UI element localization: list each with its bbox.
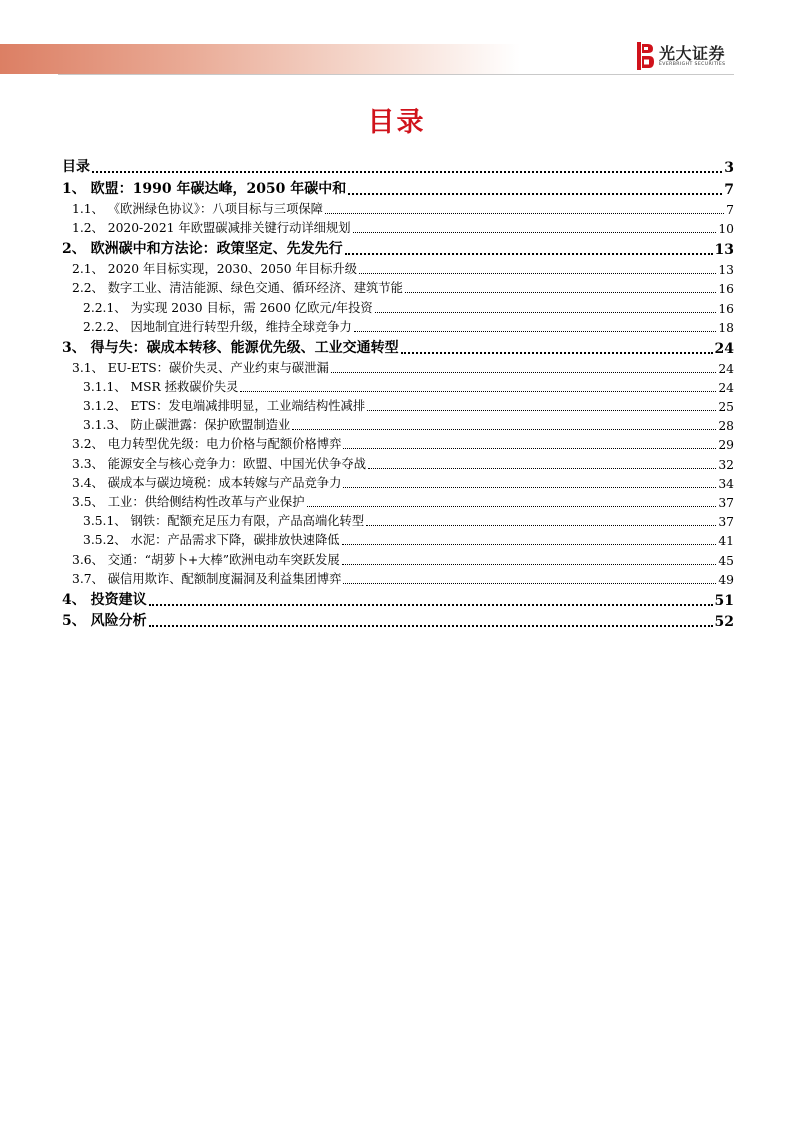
toc-dot-leader — [342, 564, 717, 565]
toc-dot-leader — [359, 273, 716, 274]
toc-dot-leader — [149, 604, 713, 606]
toc-entry[interactable] — [62, 198, 734, 217]
toc-entry-page: 34 — [718, 476, 734, 491]
toc-dot-leader — [368, 468, 716, 469]
toc-entry-page: 37 — [718, 515, 734, 530]
toc-entry-label: 3.2、 电力转型优先级：电力价格与配额价格博弈 — [72, 437, 342, 452]
toc-dot-leader — [331, 372, 717, 373]
toc-dot-leader — [348, 193, 722, 195]
toc-entry-label: 3.1、 EU-ETS：碳价失灵、产业约束与碳泄漏 — [72, 360, 329, 375]
toc-entry[interactable] — [62, 296, 734, 315]
header-gradient-band — [0, 44, 520, 74]
toc-entry-label: 3.1.1、 MSR 拯救碳价失灵 — [83, 379, 239, 394]
toc-dot-leader — [292, 429, 716, 430]
toc-dot-leader — [405, 292, 716, 293]
toc-entry-label: 4、 投资建议 — [62, 591, 147, 608]
toc-dot-leader — [401, 352, 713, 354]
toc-entry[interactable] — [62, 433, 734, 452]
toc-entry[interactable] — [62, 609, 734, 631]
toc-entry-page: 49 — [718, 572, 734, 587]
page-title: 目录 — [367, 107, 426, 138]
toc-entry-page: 29 — [718, 438, 734, 453]
toc-entry[interactable] — [62, 156, 734, 176]
toc-entry-label: 3.5.2、 水泥：产品需求下降，碳排放快速降低 — [83, 533, 340, 548]
toc-entry-label: 2.1、 2020 年目标实现，2030、2050 年目标升级 — [72, 262, 358, 277]
toc-dot-leader — [375, 312, 717, 313]
toc-dot-leader — [325, 213, 724, 214]
toc-entry-label: 3.1.2、 ETS：发电端减排明显，工业端结构性减排 — [83, 399, 366, 414]
toc-entry-label: 2.2、 数字工业、清洁能源、绿色交通、循环经济、建筑节能 — [72, 281, 403, 296]
toc-dot-leader — [343, 487, 716, 488]
toc-entry-label: 3.5、 工业：供给侧结构性改革与产业保护 — [72, 495, 305, 510]
toc-entry[interactable] — [62, 510, 734, 529]
toc-dot-leader — [366, 525, 716, 526]
toc-entry-page: 13 — [714, 241, 734, 258]
toc-entry[interactable] — [62, 217, 734, 236]
toc-entry-page: 16 — [718, 301, 734, 316]
toc-entry-label: 1.1、 《欧洲绿色协议》：八项目标与三项保障 — [72, 201, 323, 216]
toc-dot-leader — [92, 171, 722, 173]
toc-entry[interactable] — [62, 316, 734, 335]
toc-entry-page: 51 — [714, 592, 734, 609]
toc-entry-page: 18 — [718, 320, 734, 335]
toc-entry[interactable] — [62, 277, 734, 296]
toc-entry[interactable] — [62, 568, 734, 587]
toc-entry[interactable] — [62, 335, 734, 357]
toc-entry[interactable] — [62, 376, 734, 395]
toc-dot-leader — [354, 331, 717, 332]
toc-entry-page: 24 — [718, 380, 734, 395]
toc-dot-leader — [367, 410, 716, 411]
toc-dot-leader — [353, 232, 717, 233]
toc-entry-label: 目录 — [62, 159, 90, 175]
toc-entry-label: 3.3、 能源安全与核心竞争力：欧盟、中国光伏争夺战 — [72, 456, 366, 471]
toc-entry-page: 10 — [718, 222, 734, 237]
toc-entry-page: 13 — [718, 263, 734, 278]
toc-entry-page: 52 — [714, 614, 734, 631]
toc-entry[interactable] — [62, 236, 734, 258]
header-divider — [58, 74, 734, 75]
everbright-logo — [637, 40, 737, 72]
toc-entry[interactable] — [62, 258, 734, 277]
toc-entry-page: 37 — [718, 496, 734, 511]
toc-entry-label: 1、 欧盟：1990 年碳达峰，2050 年碳中和 — [62, 180, 347, 197]
toc-entry[interactable] — [62, 176, 734, 198]
toc-entry-page: 32 — [718, 457, 734, 472]
toc-entry[interactable] — [62, 472, 734, 491]
logo-text-cn: 光大证券 — [659, 44, 726, 63]
toc-dot-leader — [343, 583, 716, 584]
toc-entry[interactable] — [62, 491, 734, 510]
toc-dot-leader — [342, 544, 717, 545]
toc-dot-leader — [240, 391, 716, 392]
toc-entry-label: 3.1.3、 防止碳泄露：保护欧盟制造业 — [83, 418, 291, 433]
toc-entry-page: 41 — [718, 534, 734, 549]
toc-entry[interactable] — [62, 395, 734, 414]
toc-entry-label: 1.2、 2020-2021 年欧盟碳减排关键行动详细规划 — [72, 221, 351, 236]
toc-entry-label: 3.6、 交通：“胡萝卜+大棒”欧洲电动车突跃发展 — [72, 552, 340, 567]
toc-entry-page: 3 — [724, 160, 734, 176]
toc-entry[interactable] — [62, 452, 734, 471]
toc-entry-label: 3.7、 碳信用欺诈、配额制度漏洞及利益集团博弈 — [72, 571, 342, 586]
toc-entry[interactable] — [62, 357, 734, 376]
logo-text-en: EVERBRIGHT SECURITIES — [659, 62, 726, 67]
toc-entry-page: 45 — [718, 553, 734, 568]
toc-entry-page: 24 — [718, 361, 734, 376]
toc-entry-page: 25 — [718, 400, 734, 415]
toc-dot-leader — [307, 506, 717, 507]
toc-entry-page: 7 — [724, 181, 734, 198]
toc-entry-label: 2.2.1、 为实现 2030 目标，需 2600 亿欧元/年投资 — [83, 300, 373, 315]
toc-entry-label: 2.2.2、 因地制宜进行转型升级，维持全球竞争力 — [83, 319, 352, 334]
toc-entry[interactable] — [62, 529, 734, 548]
toc-entry[interactable] — [62, 587, 734, 609]
table-of-contents — [62, 156, 734, 630]
toc-entry-page: 7 — [726, 202, 734, 217]
toc-entry-label: 3.4、 碳成本与碳边境税：成本转嫁与产品竞争力 — [72, 475, 342, 490]
toc-entry-label: 3、 得与失：碳成本转移、能源优先级、工业交通转型 — [62, 339, 399, 356]
toc-entry-label: 3.5.1、 钢铁：配额充足压力有限，产品高端化转型 — [83, 514, 365, 529]
toc-dot-leader — [343, 448, 716, 449]
toc-entry-label: 2、 欧洲碳中和方法论：政策坚定、先发先行 — [62, 240, 343, 257]
toc-entry-label: 5、 风险分析 — [62, 613, 147, 630]
toc-dot-leader — [345, 253, 713, 255]
toc-entry-page: 16 — [718, 282, 734, 297]
toc-entry[interactable] — [62, 548, 734, 567]
toc-entry-page: 24 — [714, 340, 734, 357]
toc-entry[interactable] — [62, 414, 734, 433]
everbright-logo-icon — [637, 42, 655, 70]
toc-dot-leader — [149, 625, 713, 627]
toc-entry-page: 28 — [718, 419, 734, 434]
